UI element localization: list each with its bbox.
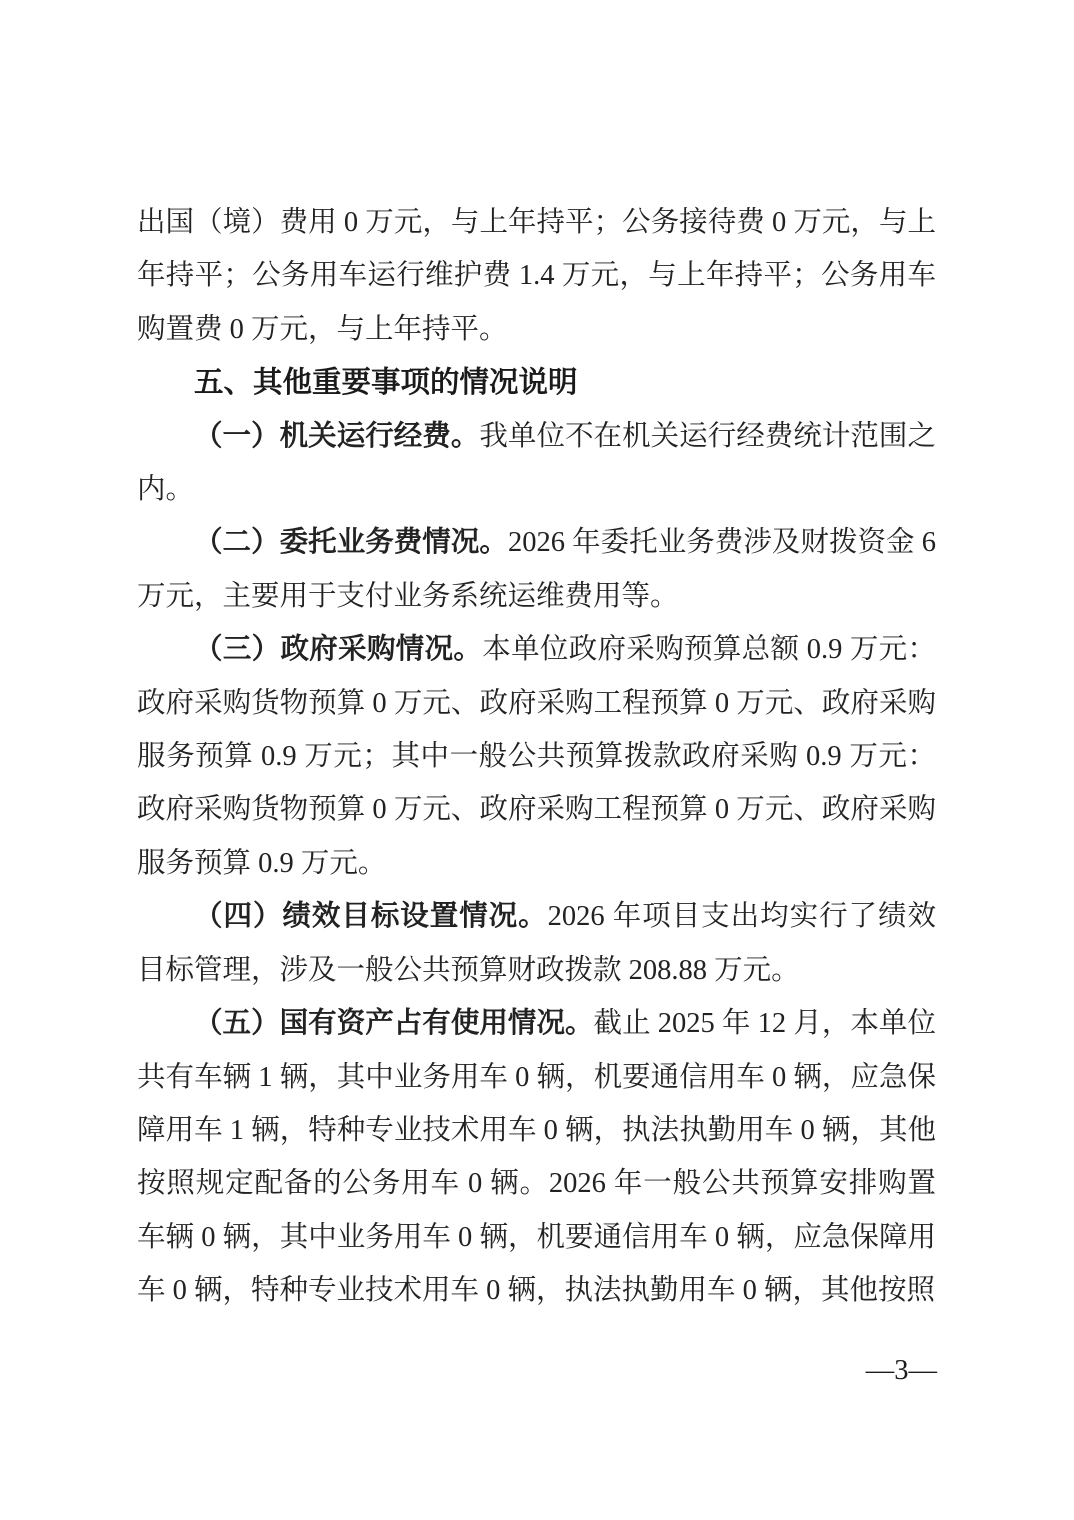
item-4-text: 2026 年项目支出均实行了绩效目标管理，涉及一般公共预算财政拨款 208.88 万元。 bbox=[137, 901, 936, 986]
item-2-lead: （二）委托业务费情况。 bbox=[194, 527, 508, 559]
item-5-text: 截止 2025 年 12 月，本单位共有车辆 1 辆，其中业务用车 0 辆，机要通信用车 0 辆，应急保障用车 1 辆，特种专业技术用车 0 辆，执法执勤用车 0 辆，其他按照规定配备的公务用车 0 辆。2026 年一般公共预算安排购置车辆 0 辆，其中业务用车 0 辆，机要通信用车 0 辆，应急保障用车 0 辆，特种专业技术用车 0 辆，执法执勤用车 0 辆，其他按照 bbox=[137, 1008, 936, 1307]
item-1-lead: （一）机关运行经费。 bbox=[194, 420, 480, 452]
paragraph-continuation: 出国（境）费用 0 万元，与上年持平；公务接待费 0 万元，与上年持平；公务用车运行维护费 1.4 万元，与上年持平；公务用车购置费 0 万元，与上年持平。 bbox=[137, 207, 936, 345]
document-body bbox=[137, 196, 936, 1318]
item-3-text: 本单位政府采购预算总额 0.9 万元：政府采购货物预算 0 万元、政府采购工程预算 0 万元、政府采购服务预算 0.9 万元；其中一般公共预算拨款政府采购 0.9 万元：政府采购货物预算 0 万元、政府采购工程预算 0 万元、政府采购服务预算 0.9 万元。 bbox=[137, 634, 936, 879]
paragraph-item-2 bbox=[137, 516, 936, 623]
item-5-lead: （五）国有资产占有使用情况。 bbox=[194, 1008, 594, 1040]
section-heading: 五、其他重要事项的情况说明 bbox=[194, 366, 578, 400]
item-3-lead: （三）政府采购情况。 bbox=[194, 634, 483, 666]
paragraph-item-4 bbox=[137, 890, 936, 997]
paragraph-item-3 bbox=[137, 623, 936, 890]
item-2-text: 2026 年委托业务费涉及财拨资金 6 万元，主要用于支付业务系统运维费用等。 bbox=[137, 527, 936, 612]
paragraph-item-5 bbox=[137, 997, 936, 1317]
page-number: —3— bbox=[865, 1355, 937, 1386]
item-4-lead: （四）绩效目标设置情况。 bbox=[194, 901, 548, 933]
paragraph-item-1 bbox=[137, 410, 936, 517]
item-1-text: 我单位不在机关运行经费统计范围之内。 bbox=[137, 420, 936, 506]
